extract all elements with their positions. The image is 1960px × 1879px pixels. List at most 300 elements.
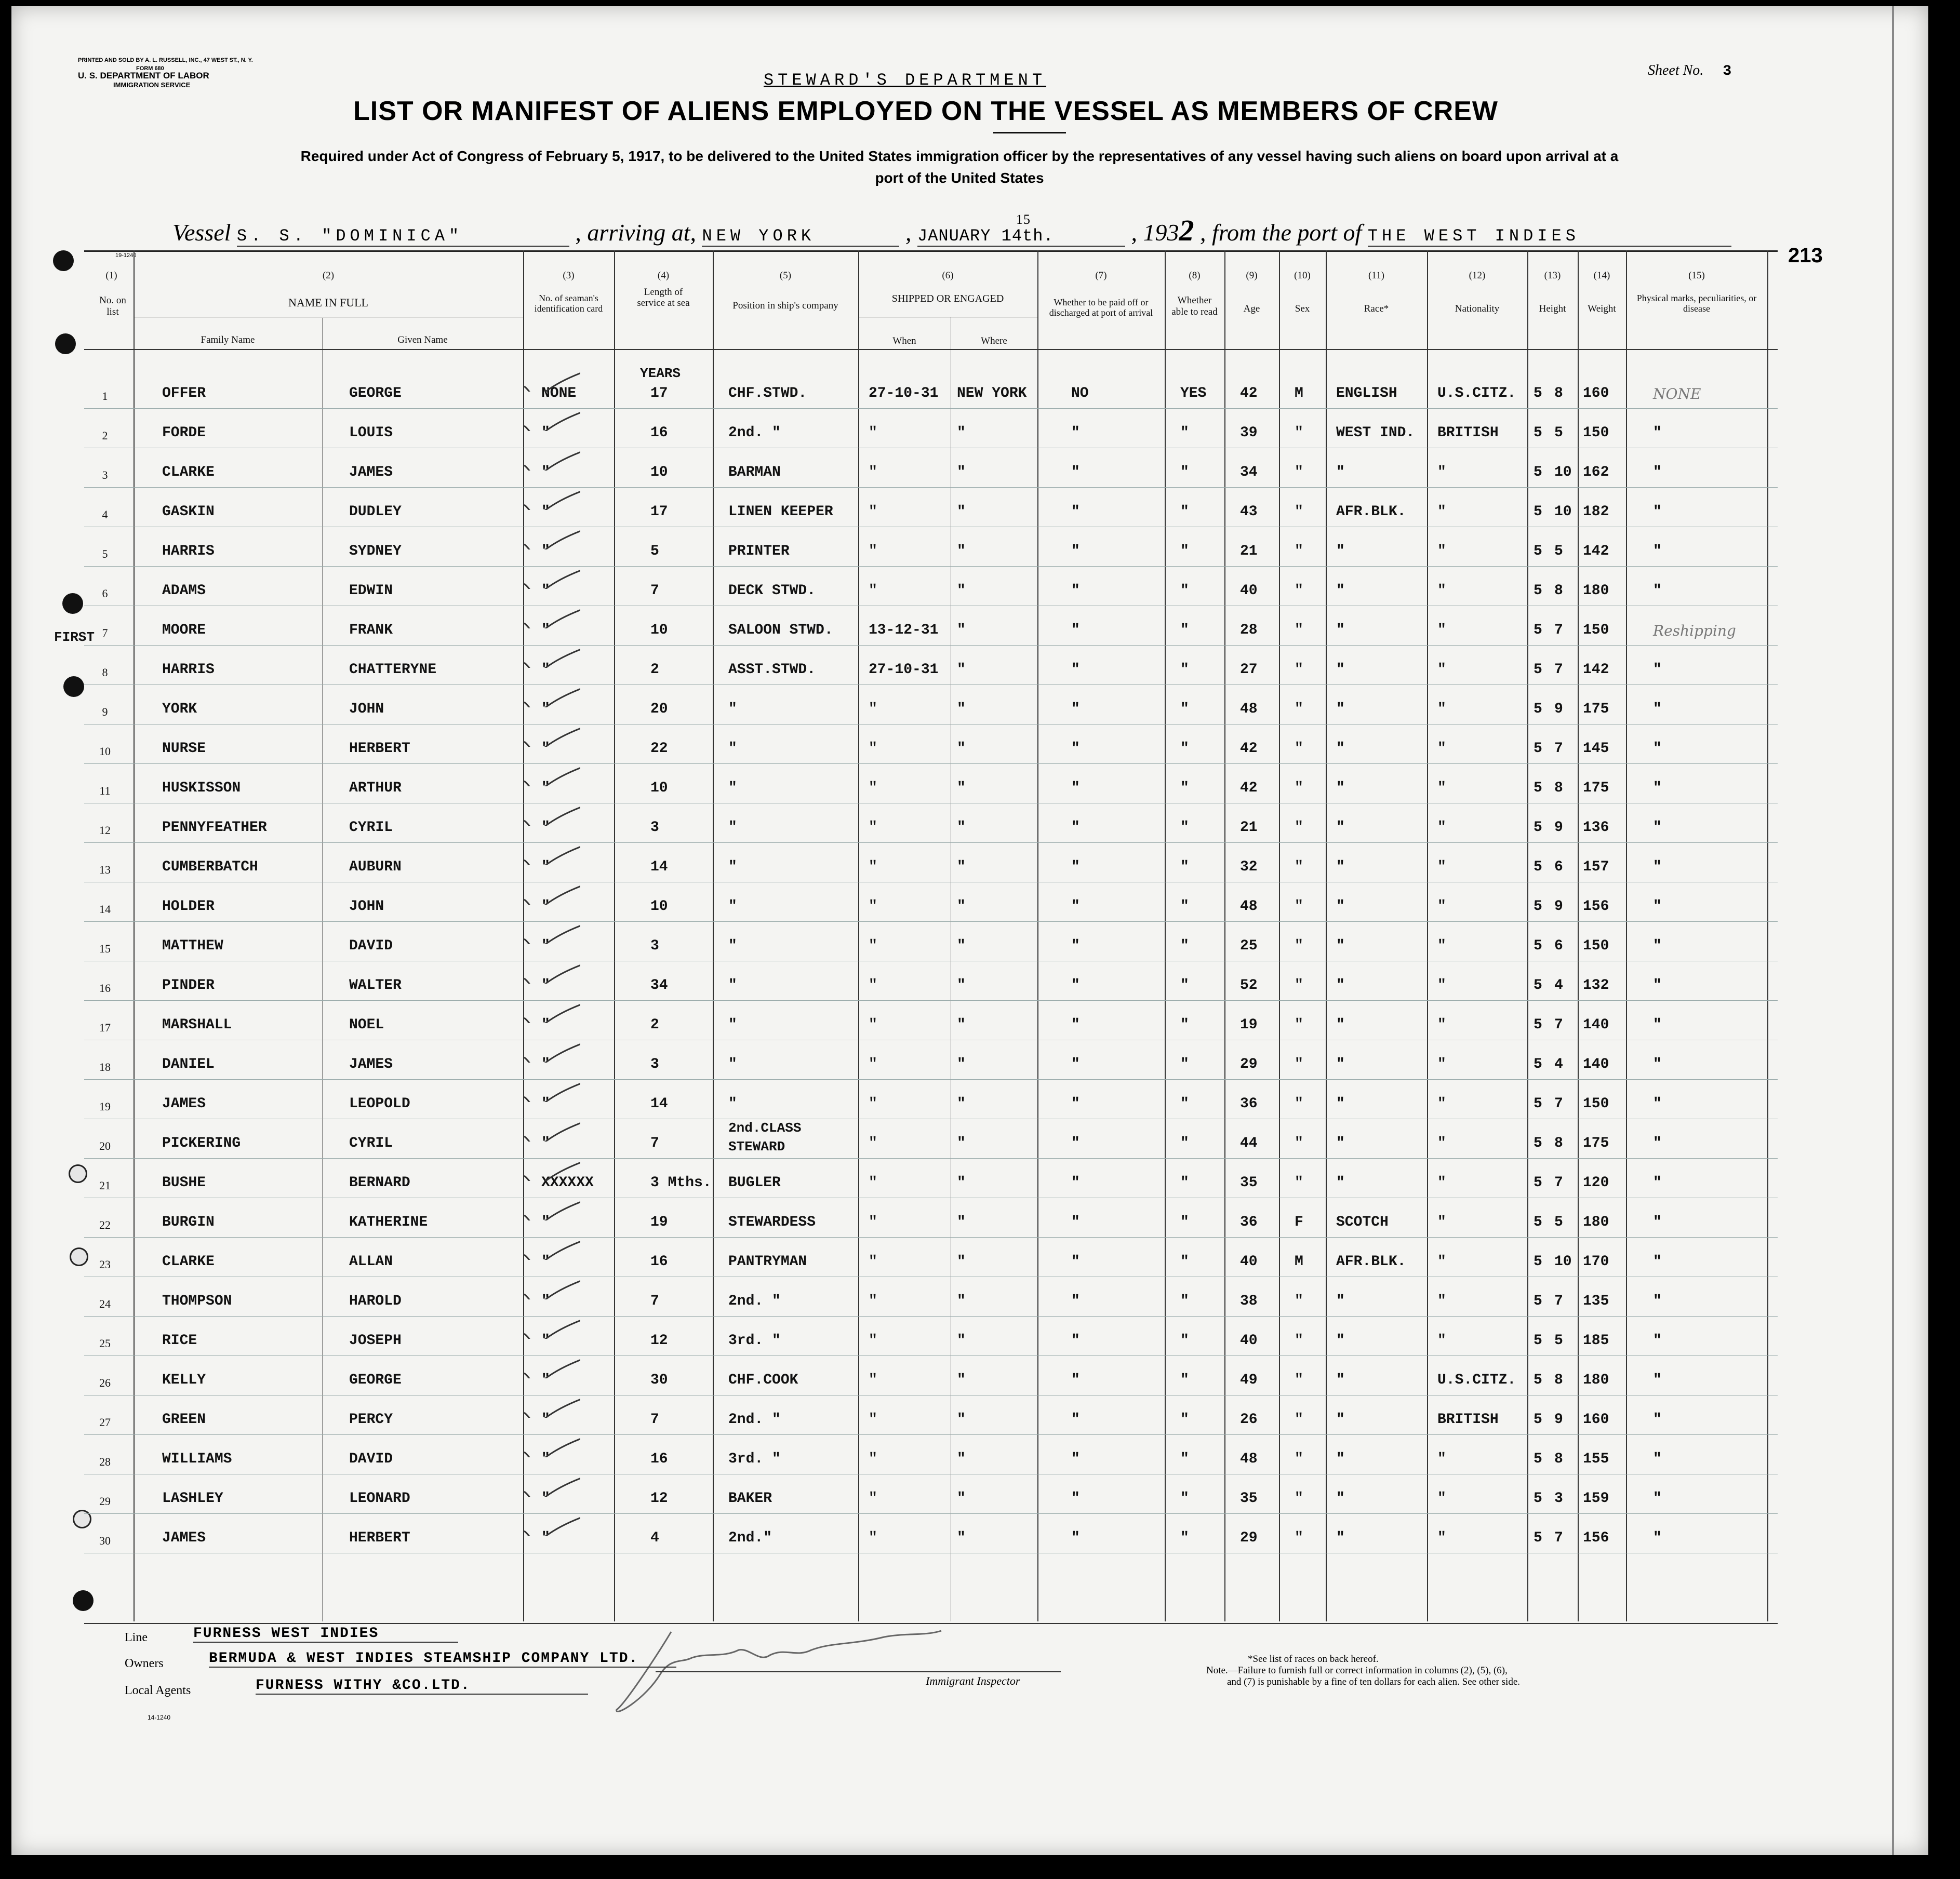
shipped-where: ": [957, 1017, 966, 1033]
age: 40: [1240, 1254, 1258, 1270]
height-feet: 5: [1534, 1175, 1542, 1191]
race: ": [1336, 1491, 1345, 1507]
race: ": [1336, 622, 1345, 638]
row-rule: [84, 566, 1778, 567]
weight: 150: [1583, 622, 1609, 638]
col-number: (12): [1469, 270, 1486, 281]
paid-off: ": [1071, 1412, 1080, 1428]
height-feet: 5: [1534, 1372, 1542, 1388]
shipped-where: ": [957, 820, 966, 836]
able-to-read: ": [1180, 464, 1189, 480]
given-name: DAVID: [349, 1451, 393, 1467]
family-name: NURSE: [162, 741, 206, 757]
table-row: [11, 652, 1928, 691]
age: 28: [1240, 622, 1258, 638]
given-name: PERCY: [349, 1412, 393, 1428]
shipped-where: ": [957, 1451, 966, 1467]
given-name: CYRIL: [349, 1135, 393, 1151]
table-row: [11, 1521, 1928, 1559]
shipped-where: ": [957, 543, 966, 559]
given-name: LEONARD: [349, 1491, 410, 1507]
footer-agents-value: FURNESS WITHY &CO.LTD.: [256, 1677, 588, 1695]
footer-owners-label: Owners: [125, 1657, 164, 1670]
row-number: 26: [99, 1376, 111, 1389]
service-length: 20: [650, 701, 668, 717]
nationality: ": [1437, 1293, 1446, 1309]
vessel-label: Vessel: [172, 219, 231, 246]
position: 2nd.": [728, 1530, 772, 1546]
shipped-where: ": [957, 1096, 966, 1112]
family-name: ADAMS: [162, 583, 206, 599]
nationality: ": [1437, 701, 1446, 717]
check-mark-icon: [523, 642, 580, 668]
height-feet: 5: [1534, 1412, 1542, 1428]
height-feet: 5: [1534, 1254, 1542, 1270]
table-row: [11, 929, 1928, 967]
weight: 160: [1583, 385, 1609, 401]
row-number: 12: [99, 824, 111, 837]
nationality: ": [1437, 662, 1446, 678]
shipped-when: ": [869, 1412, 877, 1428]
table-row: [11, 1086, 1928, 1125]
position: 3rd. ": [728, 1451, 781, 1467]
service-length: 5: [650, 543, 659, 559]
header-rule: [84, 349, 1778, 350]
position: ": [728, 859, 737, 875]
subtitle: [167, 145, 1752, 189]
sex: ": [1295, 898, 1303, 915]
given-name: LOUIS: [349, 425, 393, 441]
able-to-read: ": [1180, 504, 1189, 520]
position: BAKER: [728, 1491, 772, 1507]
age: 42: [1240, 741, 1258, 757]
check-mark-icon: [523, 484, 580, 510]
age: 49: [1240, 1372, 1258, 1388]
able-to-read: ": [1180, 1214, 1189, 1230]
id-card: ": [541, 701, 550, 717]
race: ": [1336, 1372, 1345, 1388]
physical-marks: ": [1653, 1175, 1662, 1191]
height-inches: 8: [1554, 1135, 1563, 1151]
position: 2nd. ": [728, 1412, 781, 1428]
physical-marks: ": [1653, 1491, 1662, 1507]
paid-off: ": [1071, 464, 1080, 480]
family-name: DANIEL: [162, 1056, 215, 1072]
check-mark-icon: [523, 997, 580, 1023]
physical-marks: ": [1653, 1096, 1662, 1112]
shipped-when: ": [869, 1491, 877, 1507]
position: 2nd. ": [728, 1293, 781, 1309]
position: ": [728, 898, 737, 915]
able-to-read: ": [1180, 741, 1189, 757]
row-rule: [84, 645, 1778, 646]
nationality: ": [1437, 1254, 1446, 1270]
sex: ": [1295, 504, 1303, 520]
age: 21: [1240, 543, 1258, 559]
shipped-when: ": [869, 1333, 877, 1349]
race: ": [1336, 583, 1345, 599]
arrival-date-field: [917, 212, 1125, 247]
paid-off: ": [1071, 1135, 1080, 1151]
nationality: U.S.CITZ.: [1437, 1372, 1516, 1388]
height-inches: 6: [1554, 859, 1563, 875]
race: ": [1336, 898, 1345, 915]
weight: 140: [1583, 1017, 1609, 1033]
weight: 180: [1583, 583, 1609, 599]
sex: ": [1295, 859, 1303, 875]
service-length: 10: [650, 622, 668, 638]
physical-marks: ": [1653, 1372, 1662, 1388]
able-to-read: ": [1180, 938, 1189, 954]
able-to-read: ": [1180, 622, 1189, 638]
row-rule: [84, 487, 1778, 488]
header-able-read: Whether able to read: [1171, 295, 1218, 317]
sex: ": [1295, 1372, 1303, 1388]
footer-line-label: Line: [125, 1631, 148, 1644]
id-card: ": [541, 938, 550, 954]
position: DECK STWD.: [728, 583, 816, 599]
sex: ": [1295, 977, 1303, 994]
given-name: ARTHUR: [349, 780, 402, 796]
age: 29: [1240, 1530, 1258, 1546]
race: AFR.BLK.: [1336, 504, 1406, 520]
row-number: 14: [99, 903, 111, 916]
nationality: ": [1437, 1096, 1446, 1112]
sex: F: [1295, 1214, 1303, 1230]
col-number: (13): [1544, 270, 1561, 281]
family-name: FORDE: [162, 425, 206, 441]
paid-off: ": [1071, 1491, 1080, 1507]
height-inches: 10: [1554, 1254, 1572, 1270]
race: ": [1336, 464, 1345, 480]
check-mark-icon: [523, 1392, 580, 1418]
table-row: [11, 376, 1928, 414]
paid-off: ": [1071, 1214, 1080, 1230]
given-name: JOSEPH: [349, 1333, 402, 1349]
family-name: PICKERING: [162, 1135, 241, 1151]
family-name: PENNYFEATHER: [162, 820, 267, 836]
family-name: HARRIS: [162, 543, 215, 559]
id-card: ": [541, 820, 550, 836]
position: 3rd. ": [728, 1333, 781, 1349]
table-row: [11, 1442, 1928, 1480]
paid-off: ": [1071, 1451, 1080, 1467]
physical-marks: ": [1653, 820, 1662, 836]
weight: 182: [1583, 504, 1609, 520]
header-where: Where: [981, 335, 1007, 346]
age: 48: [1240, 1451, 1258, 1467]
family-name: CLARKE: [162, 464, 215, 480]
table-row: [11, 415, 1928, 454]
row-number: 3: [102, 468, 108, 481]
header-sex: Sex: [1295, 303, 1310, 314]
physical-marks: ": [1653, 741, 1662, 757]
paid-off: ": [1071, 938, 1080, 954]
table-row: [11, 731, 1928, 770]
service-length: 12: [650, 1491, 668, 1507]
height-inches: 8: [1554, 1451, 1563, 1467]
table-row: [11, 968, 1928, 1006]
shipped-when: ": [869, 1254, 877, 1270]
family-name: MATTHEW: [162, 938, 223, 954]
height-inches: 9: [1554, 820, 1563, 836]
age: 19: [1240, 1017, 1258, 1033]
shipped-when: ": [869, 1372, 877, 1388]
row-number: 5: [102, 547, 108, 560]
shipped-where: ": [957, 622, 966, 638]
col-number: (10): [1294, 270, 1311, 281]
height-inches: 9: [1554, 898, 1563, 915]
height-inches: 5: [1554, 425, 1563, 441]
sex: ": [1295, 1096, 1303, 1112]
height-feet: 5: [1534, 701, 1542, 717]
age: 29: [1240, 1056, 1258, 1072]
age: 25: [1240, 938, 1258, 954]
id-card: ": [541, 1333, 550, 1349]
table-row: [11, 1165, 1928, 1204]
position: CHF.COOK: [728, 1372, 798, 1388]
side-label-first: FIRST: [54, 629, 95, 645]
check-mark-icon: [523, 405, 580, 431]
nationality: ": [1437, 820, 1446, 836]
shipped-where: ": [957, 1412, 966, 1428]
service-length: 2: [650, 1017, 659, 1033]
weight: 175: [1583, 701, 1609, 717]
id-card: ": [541, 859, 550, 875]
weight: 145: [1583, 741, 1609, 757]
paid-off: ": [1071, 583, 1080, 599]
footer-form-code: 14-1240: [148, 1714, 171, 1721]
col-number: (5): [779, 270, 792, 281]
footer-note-2: Note.—Failure to furnish full or correct information in columns (2), (5), (6),: [1206, 1665, 1508, 1676]
vessel-line: Vessel S. S. "DOMINICA" , arriving at, NEW YORK , JANUARY 14th. 15 , 1932 , from the port of THE WEST INDIES: [172, 213, 1731, 248]
height-inches: 7: [1554, 1530, 1563, 1546]
family-name: JAMES: [162, 1530, 206, 1546]
row-number: 30: [99, 1534, 111, 1547]
weight: 157: [1583, 859, 1609, 875]
service-length: 4: [650, 1530, 659, 1546]
given-name: GEORGE: [349, 385, 402, 401]
height-feet: 5: [1534, 385, 1542, 401]
shipped-where: ": [957, 464, 966, 480]
check-mark-icon: [523, 918, 580, 944]
col-number: (7): [1095, 270, 1107, 281]
race: ": [1336, 1096, 1345, 1112]
weight: 175: [1583, 1135, 1609, 1151]
family-name: CUMBERBATCH: [162, 859, 258, 875]
check-mark-icon: [523, 1510, 580, 1536]
height-feet: 5: [1534, 662, 1542, 678]
header-name-in-full: NAME IN FULL: [288, 296, 368, 309]
shipped-when: 27-10-31: [869, 662, 939, 678]
height-inches: 9: [1554, 701, 1563, 717]
physical-marks: ": [1653, 1214, 1662, 1230]
row-number: 22: [99, 1218, 111, 1231]
age: 48: [1240, 701, 1258, 717]
family-name: BUSHE: [162, 1175, 206, 1191]
weight: 150: [1583, 425, 1609, 441]
height-feet: 5: [1534, 1214, 1542, 1230]
race: ": [1336, 1412, 1345, 1428]
check-mark-icon: [523, 721, 580, 747]
race: ": [1336, 977, 1345, 994]
header-paid-off: Whether to be paid off or discharged at port of arrival: [1049, 297, 1153, 318]
check-mark-icon: [523, 563, 580, 589]
race: ": [1336, 1333, 1345, 1349]
family-name: HOLDER: [162, 898, 215, 915]
table-row: [11, 1323, 1928, 1362]
check-mark-icon: [523, 839, 580, 865]
id-card: ": [541, 898, 550, 915]
row-rule: [84, 1434, 1778, 1435]
height-feet: 5: [1534, 859, 1542, 875]
shipped-when: ": [869, 1214, 877, 1230]
sex: ": [1295, 741, 1303, 757]
height-feet: 5: [1534, 898, 1542, 915]
paid-off: ": [1071, 543, 1080, 559]
height-feet: 5: [1534, 938, 1542, 954]
physical-marks: ": [1653, 543, 1662, 559]
header-age: Age: [1243, 303, 1260, 314]
header-position: Position in ship's company: [732, 300, 838, 311]
shipped-when: ": [869, 1451, 877, 1467]
race: SCOTCH: [1336, 1214, 1389, 1230]
age: 43: [1240, 504, 1258, 520]
height-feet: 5: [1534, 425, 1542, 441]
physical-marks: ": [1653, 464, 1662, 480]
table-row: [11, 1363, 1928, 1401]
paid-off: ": [1071, 1372, 1080, 1388]
check-mark-icon: [523, 1352, 580, 1378]
nationality: ": [1437, 583, 1446, 599]
height-inches: 7: [1554, 662, 1563, 678]
service-length: 19: [650, 1214, 668, 1230]
physical-marks: ": [1653, 504, 1662, 520]
shipped-when: ": [869, 1017, 877, 1033]
age: 21: [1240, 820, 1258, 836]
service-length: 7: [650, 1412, 659, 1428]
nationality: ": [1437, 1056, 1446, 1072]
given-name: GEORGE: [349, 1372, 402, 1388]
col-number: (2): [322, 270, 335, 281]
nationality: ": [1437, 1175, 1446, 1191]
paid-off: ": [1071, 1293, 1080, 1309]
service-length: 16: [650, 425, 668, 441]
check-mark-icon: [523, 1037, 580, 1063]
able-to-read: ": [1180, 583, 1189, 599]
table-row: [11, 1402, 1928, 1441]
age: 48: [1240, 898, 1258, 915]
shipped-when: ": [869, 1293, 877, 1309]
race: ": [1336, 938, 1345, 954]
shipped-when: ": [869, 464, 877, 480]
col-number: (11): [1368, 270, 1384, 281]
position: PRINTER: [728, 543, 790, 559]
service-length: 34: [650, 977, 668, 994]
id-card: ": [541, 1056, 550, 1072]
header-weight: Weight: [1588, 303, 1616, 314]
able-to-read: ": [1180, 701, 1189, 717]
able-to-read: ": [1180, 1175, 1189, 1191]
weight: 135: [1583, 1293, 1609, 1309]
height-feet: 5: [1534, 504, 1542, 520]
race: ": [1336, 780, 1345, 796]
check-mark-icon: [523, 1234, 580, 1260]
paid-off: ": [1071, 1056, 1080, 1072]
height-inches: 5: [1554, 543, 1563, 559]
service-length: 17: [650, 504, 668, 520]
family-name: GASKIN: [162, 504, 215, 520]
col-number: (9): [1246, 270, 1258, 281]
shipped-when: ": [869, 780, 877, 796]
col-number: (3): [563, 270, 575, 281]
paid-off: NO: [1071, 385, 1089, 401]
table-row: [11, 1481, 1928, 1520]
row-rule: [84, 408, 1778, 409]
height-inches: 8: [1554, 1372, 1563, 1388]
service-length: 3 Mths.: [650, 1175, 712, 1191]
height-feet: 5: [1534, 583, 1542, 599]
able-to-read: ": [1180, 1530, 1189, 1546]
height-feet: 5: [1534, 543, 1542, 559]
id-card: ": [541, 622, 550, 638]
id-card: ": [541, 1017, 550, 1033]
id-card: ": [541, 1491, 550, 1507]
row-number: 23: [99, 1258, 111, 1271]
height-feet: 5: [1534, 1451, 1542, 1467]
row-number: 25: [99, 1337, 111, 1350]
given-name: ALLAN: [349, 1254, 393, 1270]
header-shipped: SHIPPED OR ENGAGED: [891, 293, 1004, 304]
arrival-port: NEW YORK: [702, 226, 899, 247]
paid-off: ": [1071, 741, 1080, 757]
shipped-where: ": [957, 1333, 966, 1349]
nationality: ": [1437, 622, 1446, 638]
id-card: ": [541, 464, 550, 480]
race: ": [1336, 1175, 1345, 1191]
age: 27: [1240, 662, 1258, 678]
vessel-name: S. S. "DOMINICA": [237, 226, 569, 247]
position: ": [728, 820, 737, 836]
shipped-where: ": [957, 1491, 966, 1507]
sex: ": [1295, 1333, 1303, 1349]
department-label: STEWARD'S DEPARTMENT: [763, 71, 1047, 90]
race: ": [1336, 1451, 1345, 1467]
table-row: [11, 850, 1928, 888]
physical-marks: ": [1653, 1451, 1662, 1467]
check-mark-icon: [523, 760, 580, 786]
table-row: [11, 494, 1928, 533]
id-card: ": [541, 543, 550, 559]
shipped-when: ": [869, 1096, 877, 1112]
family-name: THOMPSON: [162, 1293, 232, 1309]
subtitle-line-1: Required under Act of Congress of February 5, 1917, to be delivered to the United States immigration officer by the representatives of any vessel having such aliens on board upon arrival at a: [300, 148, 1619, 164]
sex: ": [1295, 701, 1303, 717]
given-name: KATHERINE: [349, 1214, 428, 1230]
shipped-when: 13-12-31: [869, 622, 939, 638]
stamp-number: 213: [1788, 244, 1823, 267]
row-number: 6: [102, 587, 108, 600]
position: BUGLER: [728, 1175, 781, 1191]
height-feet: 5: [1534, 1293, 1542, 1309]
title-rule: [993, 132, 1066, 133]
sex: ": [1295, 1056, 1303, 1072]
shipped-when: ": [869, 859, 877, 875]
shipped-where: ": [957, 583, 966, 599]
paid-off: ": [1071, 977, 1080, 994]
shipped-where: ": [957, 425, 966, 441]
able-to-read: ": [1180, 820, 1189, 836]
